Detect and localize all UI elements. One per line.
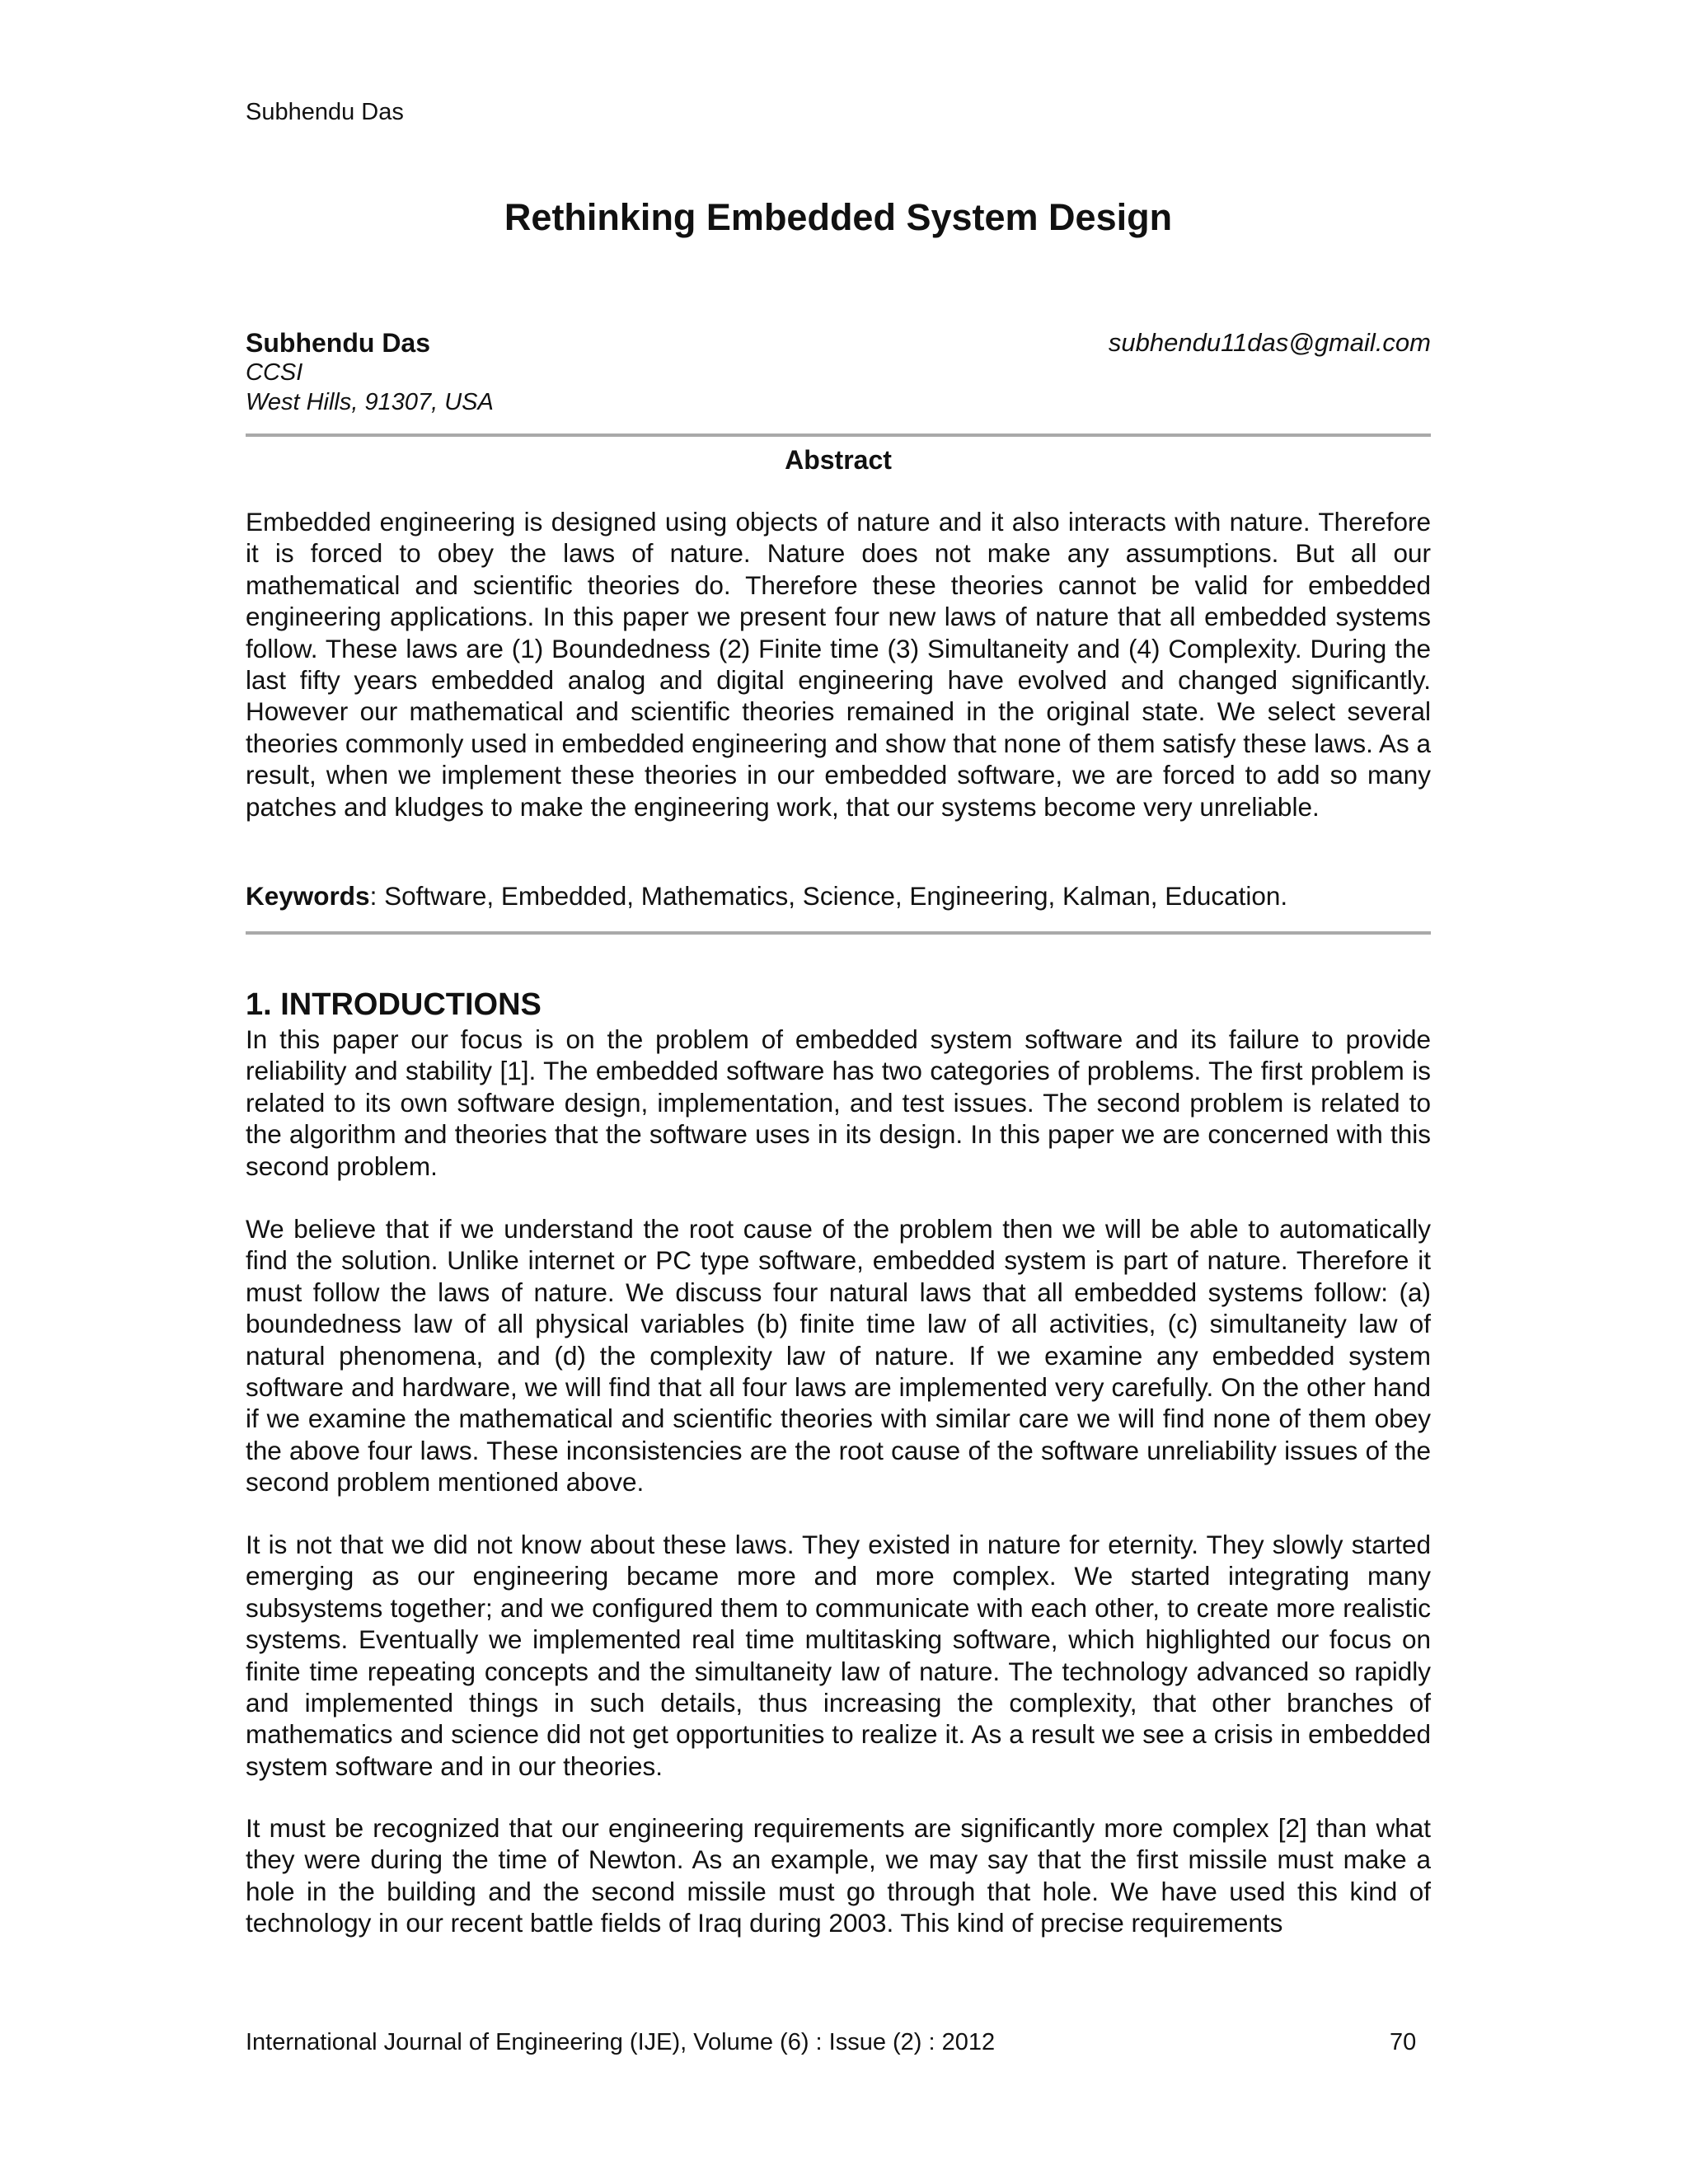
author-affiliation: CCSI xyxy=(246,359,303,386)
running-header: Subhendu Das xyxy=(246,99,404,125)
intro-paragraph-2: We believe that if we understand the root cause of the problem then we will be able to automatically find the solution. Unlike internet or PC type software, embedded system is part of nature. Therefore it must follow the laws of nature. We discuss four natural laws that all embedded systems follow: (a) boundedness law of all physical variables (b) finite time law of all activities, (c) simultaneity law of natural phenomena, and (d) the complexity law of nature. If we examine any embedded system software and hardware, we will find that all four laws are implemented very carefully. On the other hand if we examine the mathematical and scientific theories with similar care we will find none of them obey the above four laws. These inconsistencies are the root cause of the software unreliability issues of the second problem mentioned above. xyxy=(246,1214,1431,1497)
keywords-text: : Software, Embedded, Mathematics, Science, Engineering, Kalman, Education. xyxy=(369,881,1288,911)
keywords-line xyxy=(246,880,1431,912)
author-name: Subhendu Das xyxy=(246,328,431,358)
intro-paragraph-3: It is not that we did not know about these laws. They existed in nature for eternity. They slowly started emerging as our engineering became more and more complex. We started integrating many subsystems together; and we configured them to communicate with each other, to create more realistic systems. Eventually we implemented real time multitasking software, which highlighted our focus on finite time repeating concepts and the simultaneity law of nature. The technology advanced so rapidly and implemented things in such details, thus increasing the complexity, that other branches of mathematics and science did not get opportunities to realize it. As a result we see a crisis in embedded system software and in our theories. xyxy=(246,1530,1431,1781)
author-block xyxy=(246,328,1431,417)
section-heading-introductions: 1. INTRODUCTIONS xyxy=(246,987,542,1022)
page-number: 70 xyxy=(1390,2029,1417,2055)
footer-journal: International Journal of Engineering (IJE), Volume (6) : Issue (2) : 2012 xyxy=(246,2029,996,2055)
author-email: subhendu11das@gmail.com xyxy=(1108,328,1431,357)
keywords-label: Keywords xyxy=(246,881,370,911)
paper-title: Rethinking Embedded System Design xyxy=(504,196,1173,238)
divider-bottom xyxy=(246,931,1431,935)
author-address: West Hills, 91307, USA xyxy=(246,389,494,415)
abstract-text: Embedded engineering is designed using objects of nature and it also interacts with nature. Therefore it is forced to obey the laws of nature. Nature does not make any assumptions. But all our mathematical and scientific theories do. Therefore these theories cannot be valid for embedded engineering applications. In this paper we present four new laws of nature that all embedded systems follow. These laws are (1) Boundedness (2) Finite time (3) Simultaneity and (4) Complexity. During the last fifty years embedded analog and digital engineering have evolved and changed significantly. However our mathematical and scientific theories remained in the original state. We select several theories commonly used in embedded engineering and show that none of them satisfy these laws. As a result, when we implement these theories in our embedded software, we are forced to add so many patches and kludges to make the engineering work, that our systems become very unreliable. xyxy=(246,507,1431,822)
abstract-heading: Abstract xyxy=(785,445,892,475)
intro-paragraph-1: In this paper our focus is on the problem of embedded system software and its failure to provide reliability and stability [1]. The embedded software has two categories of problems. The first problem is related to its own software design, implementation, and test issues. The second problem is related to the algorithm and theories that the software uses in its design. In this paper we are concerned with this second problem. xyxy=(246,1024,1431,1181)
intro-paragraph-4: It must be recognized that our engineering requirements are significantly more complex [2] than what they were during the time of Newton. As an example, we may say that the first missile must make a hole in the building and the second missile must go through that hole. We have used this kind of technology in our recent battle fields of Iraq during 2003. This kind of precise requirements xyxy=(246,1813,1431,1938)
divider-top xyxy=(246,434,1431,437)
